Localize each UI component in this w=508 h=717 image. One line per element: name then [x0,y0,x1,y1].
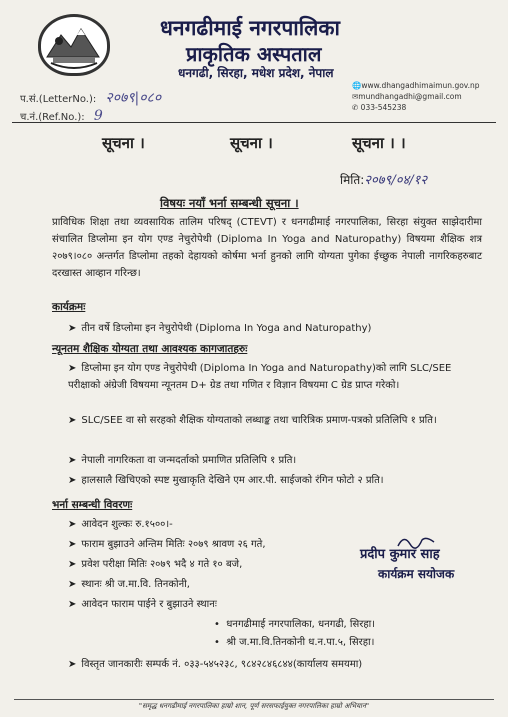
qualification-heading: न्यूनतम शैक्षिक योग्यता तथा आवश्यक कागजातहरुः [52,343,248,355]
municipality-emblem [38,14,110,76]
arrow-icon: ➤ [68,323,77,334]
program-item: ➤ तीन वर्षे डिप्लोमा इन नेचुरोपेथी (Diploma In Yoga and Naturopathy) [68,323,372,334]
signature-scribble [396,532,436,550]
letter-number-value: २०७९|०८० [105,90,162,106]
contact-info: ➤ विस्तृत जानकारीः सम्पर्क नं. ०३३-५४५२३८, ९८४२८४६८४४(कार्यालय समयमा) [68,659,363,670]
address: धनगढी, सिरहा, मधेश प्रदेश, नेपाल [178,66,334,80]
arrow-icon: ➤ [68,363,77,374]
notice-word-2: सूचना । [230,134,273,152]
letter-number-label: प.सं.(LetterNo.): [20,94,97,105]
header-divider [12,122,496,123]
admission-item: ➤ फाराम बुझाउने अन्तिम मितिः २०७९ श्रावण २६ गते, [68,539,266,550]
date-label: मिति: [340,173,365,187]
signature-block [360,544,454,582]
notice-word-3: सूचना । । [352,134,406,152]
admission-item: ➤ स्थानः श्री ज.मा.वि. तिनकोनी, [68,579,190,590]
date-value: २०७९/०४/१२ [364,173,428,188]
signatory-title: कार्यक्रम सयोजक [378,567,455,581]
admission-item: ➤ आवेदन फाराम पाईने र बुझाउने स्थानः [68,599,217,610]
website: www.dhangadhimaimun.gov.np [361,81,480,90]
ref-number-label: च.नं.(Ref.No.): [20,112,85,123]
bullet-icon: • [214,637,227,648]
date [340,170,427,188]
municipality-name: धनगढीमाई नगरपालिका [160,16,340,40]
ref-number-value: 9 [93,108,103,124]
arrow-icon: ➤ [68,455,77,466]
program-heading: कार्यक्रमः [52,301,86,313]
qualification-item: ➤ डिप्लोमा इन योग एण्ड नेचुरोपेथी (Diploma In Yoga and Naturopathy)को लागि SLC/SEE परीक्षाको अंग्रेजी विषयमा न्यूनतम D+ ग्रेड तथा गणित र विज्ञान विषयमा C ग्रेड प्राप्त गरेको। [68,363,452,391]
subject-line: विषयः नयाँ भर्ना सम्बन्धी सूचना । [160,196,299,210]
signatory-name: प्रदीप कुमार साह [360,547,440,562]
email: mundhangadhi@gmail.com [358,92,462,101]
arrow-icon: ➤ [68,539,77,550]
admission-item: ➤ आवेदन शुल्कः रु.१५००।- [68,519,173,530]
form-place-2: • श्री ज.मा.वि.तिनकोनी ध.न.पा.५, सिरहा। [214,637,375,648]
arrow-icon: ➤ [68,415,77,426]
arrow-icon: ➤ [68,559,77,570]
qualification-item: ➤ नेपाली नागरिकता वा जन्मदर्ताको प्रमाणित प्रतिलिपि १ प्रति। [68,455,297,466]
admission-heading: भर्ना सम्बन्धी विवरणः [52,499,133,511]
arrow-icon: ➤ [68,599,77,610]
form-place-1: • धनगढीमाई नगरपालिका, धनगढी, सिरहा। [214,619,376,630]
qualification-item: ➤ SLC/SEE वा सो सरहको शैक्षिक योग्यताको लब्धाङ्क तथा चारित्रिक प्रमाण-पत्रको प्रतिलिपि १ प्रति। [68,415,437,426]
arrow-icon: ➤ [68,659,77,670]
notice-word-1: सूचना । [102,134,145,152]
contact-block: 🌐www.dhangadhimaimun.gov.np ✉mundhangadhi@gmail.com ✆ 033-545238 [352,81,480,112]
arrow-icon: ➤ [68,475,77,486]
qualification-item: ➤ हालसालै खिचिएको स्पष्ट मुखाकृति देखिने एम आर.पी. साईजको रंगिन फोटो २ प्रति। [68,475,384,486]
arrow-icon: ➤ [68,519,77,530]
bullet-icon: • [214,619,227,630]
intro-paragraph: प्राविधिक शिक्षा तथा व्यवसायिक तालिम परिषद् (CTEVT) र धनगढीमाई नगरपालिका, सिरहा संयुक्त साझेदारीमा संचालित डिप्लोमा इन योग एण्ड नेचुरोपेथी (Diploma In Yoga and Naturopathy) विषयमा शैक्षिक शत्र २०७९।०८० अन्तर्गत डिप्लोमा तहको देहायको कोर्षमा भर्ना हुनको लागि योग्यता पुगेका ईच्छुक नेपाली नागरिकहरुबाट दरखास्त आव्हान गरिन्छ। [52,217,482,279]
admission-item: ➤ प्रवेश परीक्षा मितिः २०७९ भदै ४ गते १० बजे, [68,559,243,570]
hospital-name: प्राकृतिक अस्पताल [186,42,322,66]
arrow-icon: ➤ [68,579,77,590]
footer-slogan: "समृद्ध धनगढीमाई नगरपालिका हाम्रो शान, पूर्ण सरसफाईयुक्त नगरपालिका हाम्रो अभियान" [14,699,494,711]
letter-number [20,88,161,107]
phone: 033-545238 [360,103,407,112]
